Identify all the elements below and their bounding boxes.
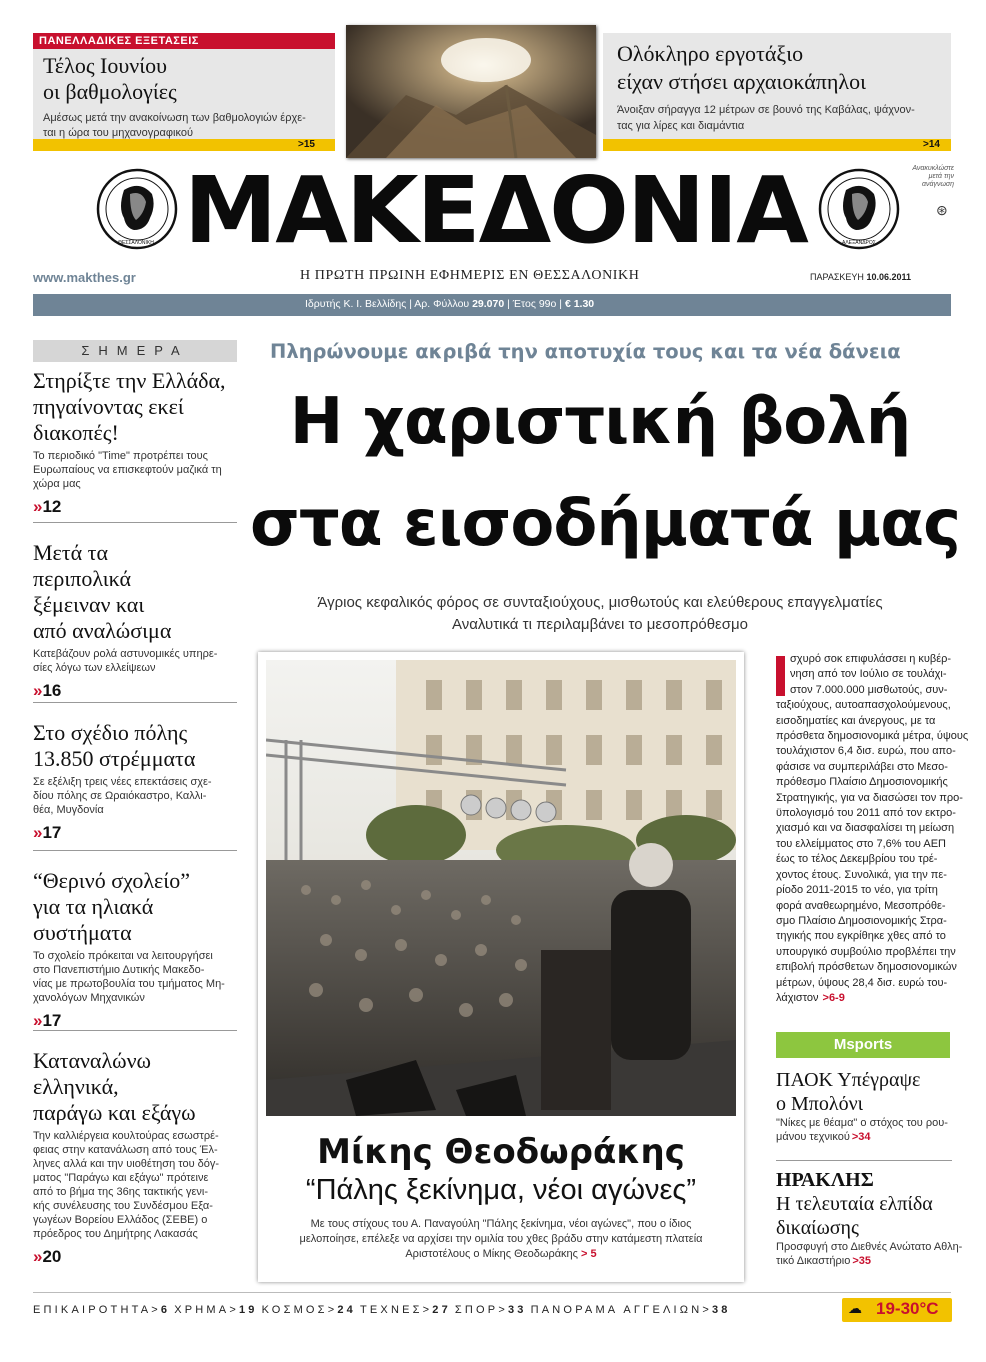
chevron-right-icon: » [33, 1247, 43, 1266]
sidebar-story-text: ματος "Παράγω και εξάγω" πρότεινε [33, 1172, 209, 1184]
teaser-left-text-2: ται η ώρα του μηχανογραφικού [43, 127, 193, 139]
sidebar-story-page: 12 [42, 497, 62, 516]
column-line: του ελλείμματος στο 7,6% του ΑΕΠ [776, 837, 947, 850]
sidebar-story-title: ξέμειναν και [33, 592, 145, 617]
seal-left-label: ΘΕΣΣΑΛΟΝΙΚΗ [118, 240, 154, 246]
column-line: φάσισε να συμπεριλάβει στο Μεσο- [776, 760, 948, 773]
sidebar-story-page: 16 [42, 681, 62, 700]
footer-section-label: ΚΟΣΜΟΣ [261, 1304, 328, 1316]
msports-divider [776, 1160, 952, 1161]
headline-sub-2: Αναλυτικά τι περιλαμβάνει το μεσοπρόθεσμο [451, 616, 748, 633]
sidebar-story-text: ληνες αλλά και την υιοθέτηση του δόγ- [33, 1158, 220, 1170]
msports-story-title: ο Μπολόνι [776, 1093, 864, 1115]
column-line: ρίοδο 2011-2015 το νέο, για τρίτη [776, 884, 938, 897]
footer-section-link[interactable] [262, 1304, 360, 1316]
sidebar-story-page: 17 [42, 1011, 62, 1030]
teaser-right-text-1: Άνοιξαν σήραγγα 12 μέτρων σε βουνό της Καβάλας, ψάχνον- [617, 104, 915, 116]
sidebar-story-text: χανολόγων Μηχανικών [33, 992, 145, 1004]
msports-story-title: ΗΡΑΚΛΗΣ [776, 1169, 874, 1191]
chevron-right-icon: » [33, 823, 43, 842]
footer-sections [33, 1304, 735, 1316]
sidebar-story-text: από το βήμα της 36ης τακτικής γενι- [33, 1186, 209, 1198]
sidebar-story-text: θέα, Μυγδονία [33, 804, 104, 816]
photo-caption-name: Μίκης Θεοδωράκης [317, 1132, 685, 1172]
sidebar-story-page: 17 [42, 823, 62, 842]
date-value: 10.06.2011 [866, 272, 911, 282]
photo-text-3-wrap [258, 1248, 744, 1260]
sidebar-story-page: 20 [42, 1247, 62, 1266]
sidebar-story-text: Σε εξέλιξη τρεις νέες επεκτάσεις σχε- [33, 776, 212, 788]
sidebar-story-text: Το περιοδικό "Time" προτρέπει τους [33, 450, 208, 462]
masthead-subtitle: Η ΠΡΩΤΗ ΠΡΩΙΝΗ ΕΦΗΜΕΡΙΣ ΕΝ ΘΕΣΣΑΛΟΝΙΚΗ [300, 268, 640, 283]
sidebar-story-title: παράγω και εξάγω [33, 1100, 196, 1125]
sidebar-story-text: στο Πανεπιστήμιο Δυτικής Μακεδο- [33, 964, 205, 976]
footer-section-page: 33 [507, 1304, 527, 1316]
sidebar-story-title: περιπολικά [33, 566, 132, 591]
column-line: επιβολή πρόσθετων δημοσιονομικών [776, 961, 957, 974]
sidebar-story[interactable] [33, 1048, 237, 1267]
date-label: ΠΑΡΑΣΚΕΥΗ [810, 272, 864, 282]
msports-story[interactable] [776, 1168, 963, 1268]
website-link[interactable]: www.makthes.gr [33, 270, 136, 285]
column-line: πρόσθετα δημοσιονομικά μέτρα, ύψους [776, 730, 969, 743]
recycle-line-2: μετά την [928, 173, 954, 180]
sidebar-story-title: Μετά τα [33, 540, 109, 565]
footer-section-label: ΕΠΙΚΑΙΡΟΤΗΤΑ [33, 1304, 152, 1316]
column-line: πρόθεσμο Πλαίσιο Δημοσιονομικής [776, 776, 948, 789]
sidebar-story-text: Το σχολείο πρόκειται να λειτουργήσει [33, 950, 213, 962]
footer-section-page: 38 [711, 1304, 731, 1316]
teaser-left-text-1: Αμέσως μετά την ανακοίνωση των βαθμολογιών έρχε- [43, 112, 306, 124]
sidebar [33, 340, 237, 1290]
teaser-photo-tunnel[interactable] [346, 25, 596, 158]
sidebar-story-title: Καταναλώνω [33, 1048, 152, 1073]
headline-sub-1: Άγριος κεφαλικός φόρος σε συνταξιούχους, μισθωτούς και ελεύθερους επαγγελματίες [317, 594, 883, 611]
sidebar-story-text: Την καλλιέργεια κουλτούρας εσωστρέ- [33, 1130, 219, 1142]
footer-section-page: 27 [432, 1304, 451, 1316]
msports-story-text: "Νίκες με θέαμα" ο στόχος του ρου- [776, 1117, 948, 1129]
footer-section-link[interactable] [455, 1304, 531, 1316]
sidebar-story-text: Ευρωπαίους να επισκεφτούν μαζικά τη [33, 464, 222, 476]
sep-2: | [507, 298, 513, 310]
teaser-left-tag: ΠΑΝΕΛΛΑΔΙΚΕΣ ΕΞΕΤΑΣΕΙΣ [33, 33, 335, 49]
photo-text-1: Με τους στίχους του Α. Παναγούλη "Πάλης ξεκίνημα, νέοι αγώνες", που ο ίδιος [310, 1218, 692, 1230]
footer-section-page: 24 [337, 1304, 356, 1316]
sidebar-story-title: διακοπές! [33, 420, 119, 445]
sidebar-story-title: Στο σχέδιο πόλης [33, 720, 188, 745]
sidebar-story-title: για τα ηλιακά [33, 894, 154, 919]
headline-line-1: Η χαριστική βολή [289, 385, 911, 459]
msports-header: Msports [776, 1032, 950, 1058]
footer-rule-top [33, 1292, 951, 1293]
main-photo-frame[interactable] [258, 652, 744, 1282]
column-line: ϋπολογισμό του 2011 από τον εκτρο- [776, 807, 956, 820]
column-line: νηση από τον Ιούλιο σε τουλάχι- [790, 668, 947, 681]
sidebar-story-title: ελληνικά, [33, 1074, 119, 1099]
sidebar-story-title: συστήματα [33, 920, 132, 945]
weather-temp: 19-30°C [876, 1299, 939, 1318]
sidebar-story[interactable] [33, 540, 237, 701]
sidebar-story-text: Κατεβάζουν ρολά αστυνομικές υπηρε- [33, 648, 218, 660]
sidebar-story-text: πρόεδρος του Δημήτρης Λακασάς [33, 1228, 198, 1240]
column-ref[interactable]: >6-9 [822, 991, 845, 1004]
column-line: χοντος έτους. Συνολικά, για την πε- [776, 868, 947, 881]
msports-story-text [776, 1130, 952, 1144]
teaser-right-title-1: Ολόκληρο εργοτάξιο [617, 41, 804, 66]
msports-story-title: Η τελευταία ελπίδα [776, 1193, 933, 1215]
footer-section-label: ΣΠΟΡ [454, 1304, 499, 1316]
sidebar-story-text: κής συνέλευσης του Συνδέσμου Εξα- [33, 1200, 213, 1212]
issue-number: 29.070 [472, 298, 505, 310]
column-line: εισοδηματίες και άνεργους, με τα [776, 714, 936, 727]
chevron-right-icon: > [422, 1304, 433, 1316]
recycle-line-1: Ανακυκλώστε [912, 165, 954, 172]
chevron-right-icon: » [33, 1011, 43, 1030]
column-line [776, 991, 950, 1006]
masthead-title: ΜΑΚΕΔΟΝΙΑ [183, 157, 807, 264]
teaser-left-ref: >15 [298, 139, 315, 150]
msports-story-title: ΠΑΟΚ Υπέγραψε [776, 1069, 921, 1091]
sidebar-story[interactable] [33, 368, 237, 517]
photo-text-2: μελοποίησε, επέλεξε να αρχίσει την ομιλία του χθες βράδυ στην κατάμεστη πλατεία [299, 1233, 703, 1245]
chevron-right-icon: > [702, 1304, 712, 1316]
column-text [776, 652, 969, 1006]
sidebar-story-title: Στηρίξτε την Ελλάδα, [33, 368, 226, 393]
column-line: έως το τέλος Δεκεμβρίου του τρέ- [776, 853, 938, 866]
sidebar-story-text: νίας με πρωτοβουλία του τμήματος Μη- [33, 978, 225, 990]
footer-section-page: 19 [238, 1304, 258, 1316]
column-line: σχυρό σοκ επιφυλάσσει η κυβέρ- [790, 653, 952, 665]
column-line: φορά αναθεωρημένο, Μεσοπρόθε- [776, 899, 946, 912]
msports-story-ref[interactable]: >35 [852, 1255, 871, 1267]
footer-section-link[interactable] [33, 1304, 174, 1316]
column-line: υπουργικό συμβούλιο προβλέπει την [776, 945, 956, 958]
teaser-left-title-2: οι βαθμολογίες [43, 79, 177, 104]
sidebar-story-text: φειας στην κατανάλωση από τους Έλ- [33, 1144, 218, 1156]
sidebar-story-text: χώρα μας [33, 478, 81, 490]
chevron-right-icon: » [33, 681, 43, 700]
seal-left-icon [96, 168, 178, 250]
recycle-icon: ⊛ [936, 202, 948, 218]
teaser-right[interactable] [603, 33, 951, 151]
teaser-right-ref: >14 [923, 139, 940, 150]
photo-text-3: Αριστοτέλους ο Μίκης Θεοδωράκης [405, 1248, 578, 1260]
sidebar-story-text: δίου πόλης σε Ωραιόκαστρο, Καλλι- [33, 790, 207, 802]
sep-3: | [559, 298, 565, 310]
footer-section-link[interactable] [531, 1304, 735, 1316]
headline-kicker: Πληρώνουμε ακριβά την αποτυχία τους και τα νέα δάνεια [270, 340, 901, 363]
sidebar-story[interactable] [33, 868, 237, 1031]
sidebar-story-text: γωγέων Βορείου Ελλάδος (ΣΕΒΕ) ο [33, 1214, 208, 1226]
teaser-right-text-2: τας για λίρες και διαμάντια [617, 120, 745, 132]
teaser-left-ref-bar [33, 139, 335, 151]
sidebar-story-ref[interactable] [33, 681, 237, 701]
sep-1: | [409, 298, 415, 310]
sidebar-story-title: πηγαίνοντας εκεί [33, 394, 184, 419]
price: € 1.30 [564, 298, 595, 310]
seal-right-icon [818, 168, 900, 250]
sidebar-divider [33, 702, 237, 703]
column-line: μέτρων, ύψους 28,4 δισ. ευρώ του- [776, 976, 948, 989]
teaser-right-ref-bar [603, 139, 951, 151]
issue-date [810, 272, 911, 282]
sidebar-story-title: 13.850 στρέμματα [33, 746, 196, 771]
sidebar-story-ref[interactable] [33, 1011, 237, 1031]
weather-cloud-icon: ☁ [848, 1300, 862, 1316]
chevron-right-icon: > [229, 1304, 239, 1316]
recycle-note [904, 165, 954, 189]
sidebar-header: ΣΗΜΕΡΑ [33, 340, 237, 362]
teaser-left-title-1: Τέλος Ιουνίου [43, 53, 168, 78]
footer-section-label: ΤΕΧΝΕΣ [359, 1304, 423, 1316]
footer-section-link[interactable] [360, 1304, 455, 1316]
msports-story-text [776, 1254, 952, 1268]
photo-caption-quote: “Πάλης ξεκίνημα, νέοι αγώνες” [305, 1174, 697, 1206]
sidebar-divider [33, 850, 237, 851]
footer-section-page: 6 [160, 1304, 171, 1316]
sidebar-story-text: σίες λόγω των ελλείψεων [33, 662, 156, 674]
column-line: τουλάχιστον 6,4 δισ. ευρώ, που απο- [776, 745, 956, 758]
sidebar-story-title: από αναλώσιμα [33, 618, 172, 643]
footer-section-label: ΠΑΝΟΡΑΜΑ ΑΓΓΕΛΙΩΝ [530, 1304, 703, 1316]
headline-line-2: στα εισοδήματά μας [250, 487, 960, 561]
sidebar-divider [33, 522, 237, 523]
column-line: ταξιούχους, αυτοαπασχολούμενους, [776, 699, 951, 712]
footer-section-link[interactable] [174, 1304, 261, 1316]
sidebar-story-ref[interactable] [33, 823, 237, 843]
seal-right-label: ΑΛΕΞΑΝΔΡΟΣ [842, 240, 876, 246]
column-line: τηγικής που εγκρίθηκε χθες από το [776, 930, 946, 943]
teaser-left[interactable] [33, 33, 335, 151]
sidebar-story-title: “Θερινό σχολείο” [33, 868, 190, 893]
chevron-right-icon: » [33, 497, 43, 516]
footer-section-label: ΧΡΗΜΑ [174, 1304, 230, 1316]
msports-story[interactable] [776, 1068, 952, 1144]
year: Έτος 99ο [512, 298, 557, 310]
sidebar-story-ref[interactable] [33, 1247, 237, 1267]
msports-story-title: δικαίωσης [776, 1217, 859, 1239]
photo-ref: > 5 [581, 1248, 597, 1260]
column-line: σμο Πλαίσιο Δημοσιονομικής Στρα- [776, 914, 947, 927]
chevron-right-icon: > [151, 1304, 161, 1316]
msports-story-ref[interactable]: >34 [851, 1131, 871, 1143]
column-line: στον 7.000.000 μισθωτούς, συν- [790, 683, 948, 696]
issue-label: Αρ. Φύλλου [414, 298, 470, 310]
rally-photo-icon [266, 660, 736, 1116]
msports-story-text-end: μάνου τεχνικού [776, 1131, 850, 1143]
founder: Ιδρυτής Κ. Ι. Βελλίδης [305, 298, 407, 310]
masthead-info [305, 298, 594, 310]
weather-badge [842, 1298, 952, 1322]
sidebar-story-ref[interactable] [33, 497, 237, 517]
chevron-right-icon: > [498, 1304, 508, 1316]
recycle-line-3: ανάγνωση [921, 181, 954, 188]
column-line: Στρατηγικής, για να διασώσει τον προ- [776, 791, 963, 804]
column-line: χιασμό και να διασφαλίσει τη μείωση [776, 822, 955, 835]
msports-story-text-end: τικό Δικαστήριο [776, 1255, 851, 1267]
chevron-right-icon: > [327, 1304, 338, 1316]
msports-story-text: Προσφυγή στο Διεθνές Ανώτατο Αθλη- [776, 1241, 963, 1253]
sidebar-story[interactable] [33, 720, 237, 843]
teaser-right-title-2: είχαν στήσει αρχαιοκάπηλοι [617, 69, 866, 94]
column-line-text: λάχιστον [776, 991, 819, 1004]
tunnel-image-icon [346, 25, 596, 158]
